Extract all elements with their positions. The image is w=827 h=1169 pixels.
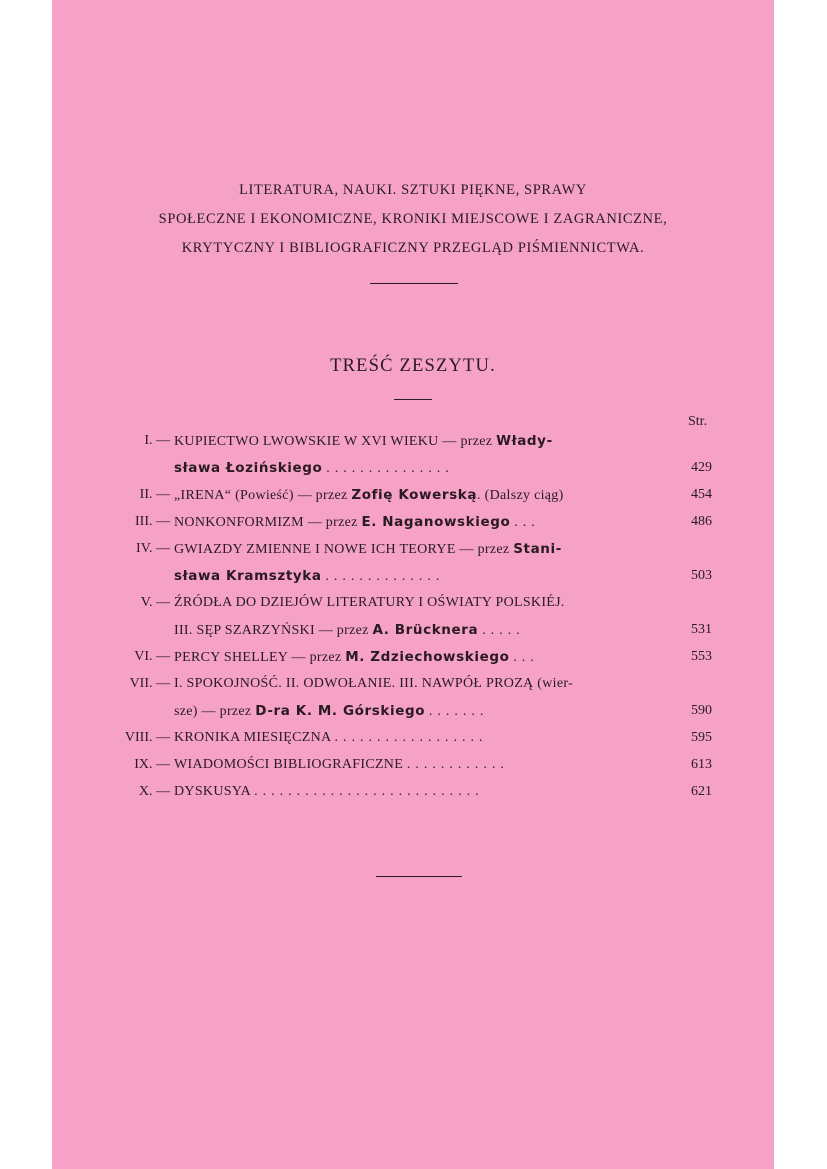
entry-title: NONKONFORMIZM — przez bbox=[174, 515, 358, 530]
entry-number: I. — bbox=[144, 433, 170, 448]
leader-dots: ........................... bbox=[254, 784, 484, 799]
entry-title: GWIAZDY ZMIENNE I NOWE ICH TEORYE — przez bbox=[174, 542, 510, 557]
entry-author: sława Łozińskiego bbox=[174, 460, 323, 476]
leader-dots: ... bbox=[514, 515, 540, 530]
entry-title: ŹRÓDŁA DO DZIEJÓW LITERATURY I OŚWIATY POLSKIÉJ. bbox=[174, 595, 565, 610]
toc-entry-10[interactable] bbox=[52, 779, 774, 805]
toc-entry-5[interactable] bbox=[52, 590, 774, 616]
entry-title: KUPIECTWO LWOWSKIE W XVI WIEKU — przez bbox=[174, 434, 493, 449]
toc-entry-4-cont[interactable] bbox=[52, 563, 774, 589]
leader-dots: .................. bbox=[334, 730, 488, 745]
toc-entry-1-cont[interactable] bbox=[52, 455, 774, 481]
toc-entry-5-cont[interactable] bbox=[52, 617, 774, 643]
entry-author: Włady- bbox=[496, 433, 553, 449]
entry-number: VIII. — bbox=[124, 730, 170, 745]
divider-title bbox=[394, 399, 432, 400]
toc-entry-6[interactable] bbox=[52, 644, 774, 670]
entry-subtitle: sze) — przez bbox=[174, 704, 252, 719]
toc-entry-8[interactable] bbox=[52, 725, 774, 751]
toc-entry-2[interactable] bbox=[52, 482, 774, 508]
entry-author: Stani- bbox=[513, 541, 562, 557]
divider-bottom bbox=[376, 876, 462, 877]
page-sheet bbox=[52, 0, 774, 1169]
toc-entry-7[interactable] bbox=[52, 671, 774, 697]
page-number: 595 bbox=[691, 730, 712, 745]
leader-dots: ....... bbox=[428, 704, 489, 719]
page-column-label: Str. bbox=[688, 414, 708, 429]
leader-dots: .............. bbox=[325, 569, 445, 584]
entry-author: D-ra K. M. Górskiego bbox=[255, 703, 426, 719]
toc-entry-4[interactable] bbox=[52, 536, 774, 562]
entry-title: „IRENA“ (Powieść) — przez bbox=[174, 488, 348, 503]
leader-dots: ... bbox=[513, 650, 539, 665]
toc-entry-3[interactable] bbox=[52, 509, 774, 535]
leader-dots: ..... bbox=[482, 623, 525, 638]
entry-author: sława Kramsztyka bbox=[174, 568, 322, 584]
header-line-2: SPOŁECZNE I EKONOMICZNE, KRONIKI MIEJSCOWE I ZAGRANICZNE, bbox=[158, 211, 668, 227]
entry-number: VI. — bbox=[134, 649, 170, 664]
journal-description bbox=[52, 176, 774, 263]
page-number: 590 bbox=[691, 703, 712, 718]
entry-number: IX. — bbox=[134, 757, 170, 772]
page-number: 429 bbox=[691, 460, 712, 475]
entry-number: IV. — bbox=[136, 541, 170, 556]
entry-number: V. — bbox=[140, 595, 170, 610]
entry-number: II. — bbox=[139, 487, 170, 502]
entry-title: PERCY SHELLEY — przez bbox=[174, 650, 342, 665]
entry-title: KRONIKA MIESIĘCZNA bbox=[174, 730, 331, 745]
toc-entry-7-cont[interactable] bbox=[52, 698, 774, 724]
toc-entry-1[interactable] bbox=[52, 428, 774, 454]
entry-title: WIADOMOŚCI BIBLIOGRAFICZNE bbox=[174, 757, 404, 772]
entry-title: DYSKUSYA bbox=[174, 784, 251, 799]
page-number: 486 bbox=[691, 514, 712, 529]
entry-number: III. — bbox=[135, 514, 170, 529]
entry-number: X. — bbox=[138, 784, 170, 799]
entry-author: Zofię Kowerską bbox=[351, 487, 478, 503]
toc-entry-9[interactable] bbox=[52, 752, 774, 778]
leader-dots: ............ bbox=[406, 757, 509, 772]
divider-top bbox=[370, 283, 458, 284]
page-number: 621 bbox=[691, 784, 712, 799]
entry-title: I. SPOKOJNOŚĆ. II. ODWOŁANIE. III. NAWPÓŁ PROZĄ (wier- bbox=[174, 676, 573, 691]
entry-author: A. Brücknera bbox=[372, 622, 479, 638]
entry-note: . (Dalszy ciąg) bbox=[477, 488, 564, 503]
page-number: 553 bbox=[691, 649, 712, 664]
entry-number: VII. — bbox=[129, 676, 170, 691]
entry-author: M. Zdziechowskiego bbox=[345, 649, 510, 665]
entry-author: E. Naganowskiego bbox=[361, 514, 511, 530]
header-line-3: KRYTYCZNY I BIBLIOGRAFICZNY PRZEGLĄD PIŚMIENNICTWA. bbox=[181, 240, 645, 256]
header-line-1: LITERATURA, NAUKI. SZTUKI PIĘKNE, SPRAWY bbox=[239, 182, 587, 198]
page-number: 613 bbox=[691, 757, 712, 772]
page-number: 531 bbox=[691, 622, 712, 637]
leader-dots: ............... bbox=[326, 461, 454, 476]
page-number: 503 bbox=[691, 568, 712, 583]
contents-title: TREŚĆ ZESZYTU. bbox=[330, 356, 496, 376]
entry-subtitle: III. SĘP SZARZYŃSKI — przez bbox=[174, 623, 369, 638]
page-number: 454 bbox=[691, 487, 712, 502]
